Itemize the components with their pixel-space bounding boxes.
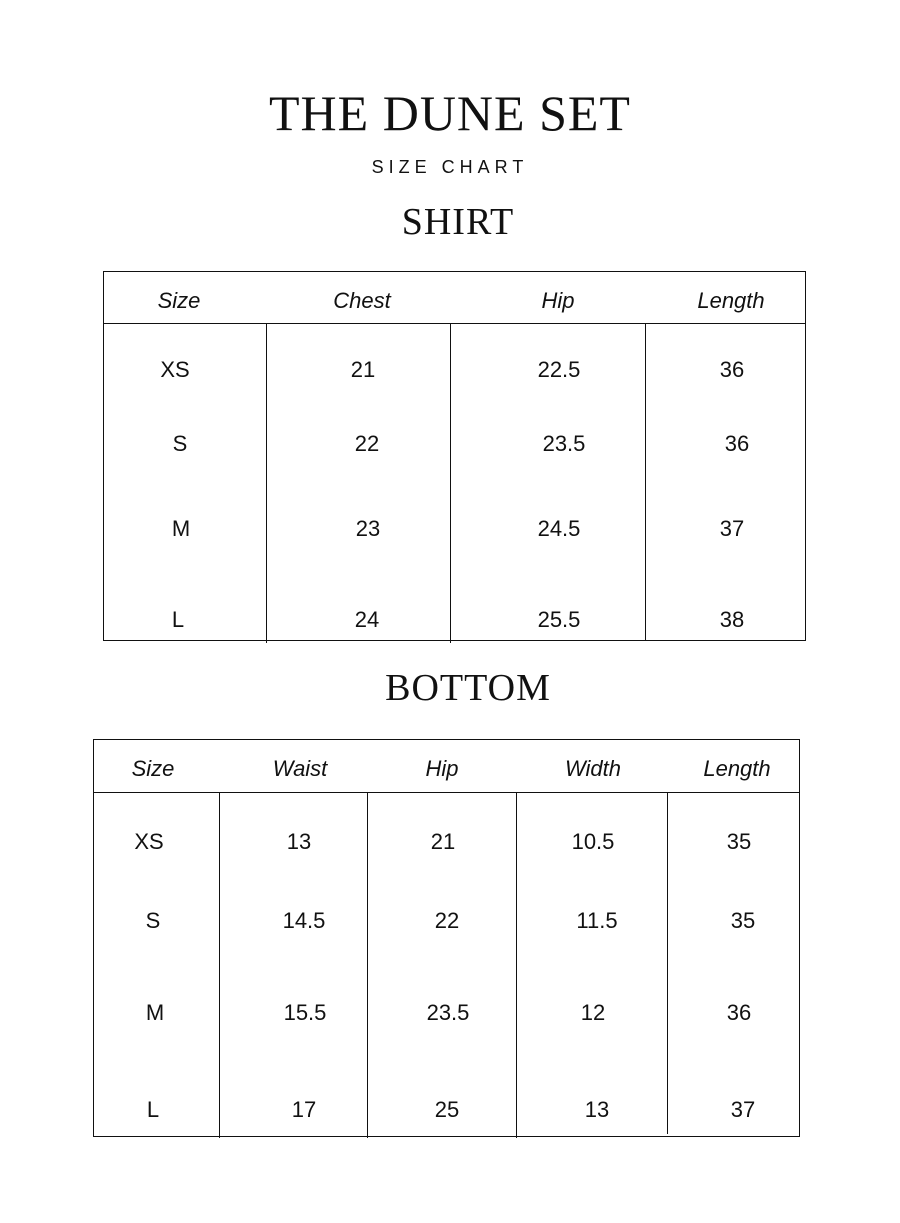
bottom-cell-waist: 17	[291, 1097, 317, 1122]
bottom-column-divider	[219, 792, 220, 1138]
bottom-cell-width: 12	[580, 1000, 606, 1025]
bottom-cell-size: L	[146, 1097, 160, 1122]
shirt-cell-hip: 24.5	[537, 516, 581, 541]
bottom-cell-length: 37	[730, 1097, 756, 1122]
bottom-header-width: Width	[564, 756, 622, 781]
bottom-cell-hip: 23.5	[426, 1000, 470, 1025]
bottom-cell-size: M	[145, 1000, 165, 1025]
shirt-cell-length: 38	[719, 607, 745, 632]
bottom-header-length: Length	[703, 756, 771, 781]
shirt-heading: SHIRT	[401, 201, 515, 243]
shirt-cell-size: L	[171, 607, 185, 632]
bottom-column-divider	[367, 792, 368, 1138]
shirt-cell-hip: 22.5	[537, 357, 581, 382]
shirt-header-size: Size	[157, 288, 201, 313]
shirt-cell-length: 36	[724, 431, 750, 456]
bottom-cell-length: 35	[730, 908, 756, 933]
bottom-cell-waist: 15.5	[283, 1000, 327, 1025]
shirt-cell-chest: 22	[354, 431, 380, 456]
bottom-cell-hip: 21	[430, 829, 456, 854]
bottom-cell-size: XS	[134, 829, 164, 854]
page-subtitle: SIZE CHART	[371, 157, 529, 177]
bottom-cell-hip: 25	[434, 1097, 460, 1122]
bottom-cell-waist: 14.5	[282, 908, 326, 933]
shirt-size-table	[103, 271, 806, 641]
bottom-cell-width: 11.5	[576, 908, 618, 933]
bottom-column-divider	[667, 792, 668, 1134]
shirt-cell-size: XS	[160, 357, 190, 382]
shirt-header-chest: Chest	[333, 288, 391, 313]
bottom-header-hip: Hip	[425, 756, 459, 781]
shirt-cell-hip: 25.5	[537, 607, 581, 632]
shirt-header-length: Length	[697, 288, 765, 313]
bottom-cell-size: S	[145, 908, 161, 933]
bottom-cell-waist: 13	[286, 829, 312, 854]
shirt-header-hip: Hip	[541, 288, 575, 313]
bottom-heading: BOTTOM	[385, 667, 551, 709]
bottom-cell-length: 36	[726, 1000, 752, 1025]
shirt-cell-size: M	[171, 516, 191, 541]
bottom-cell-hip: 22	[434, 908, 460, 933]
shirt-cell-hip: 23.5	[542, 431, 586, 456]
shirt-cell-length: 36	[719, 357, 745, 382]
shirt-cell-length: 37	[719, 516, 745, 541]
bottom-header-waist: Waist	[272, 756, 328, 781]
shirt-column-divider	[645, 323, 646, 641]
bottom-size-table	[93, 739, 800, 1137]
bottom-cell-width: 10.5	[571, 829, 615, 854]
bottom-cell-width: 13	[584, 1097, 610, 1122]
bottom-column-divider	[516, 792, 517, 1138]
shirt-cell-chest: 23	[355, 516, 381, 541]
page-title: THE DUNE SET	[269, 85, 631, 141]
shirt-cell-size: S	[172, 431, 188, 456]
shirt-cell-chest: 24	[354, 607, 380, 632]
shirt-column-divider	[450, 323, 451, 643]
shirt-column-divider	[266, 323, 267, 643]
bottom-header-size: Size	[131, 756, 175, 781]
shirt-cell-chest: 21	[350, 357, 376, 382]
bottom-cell-length: 35	[726, 829, 752, 854]
